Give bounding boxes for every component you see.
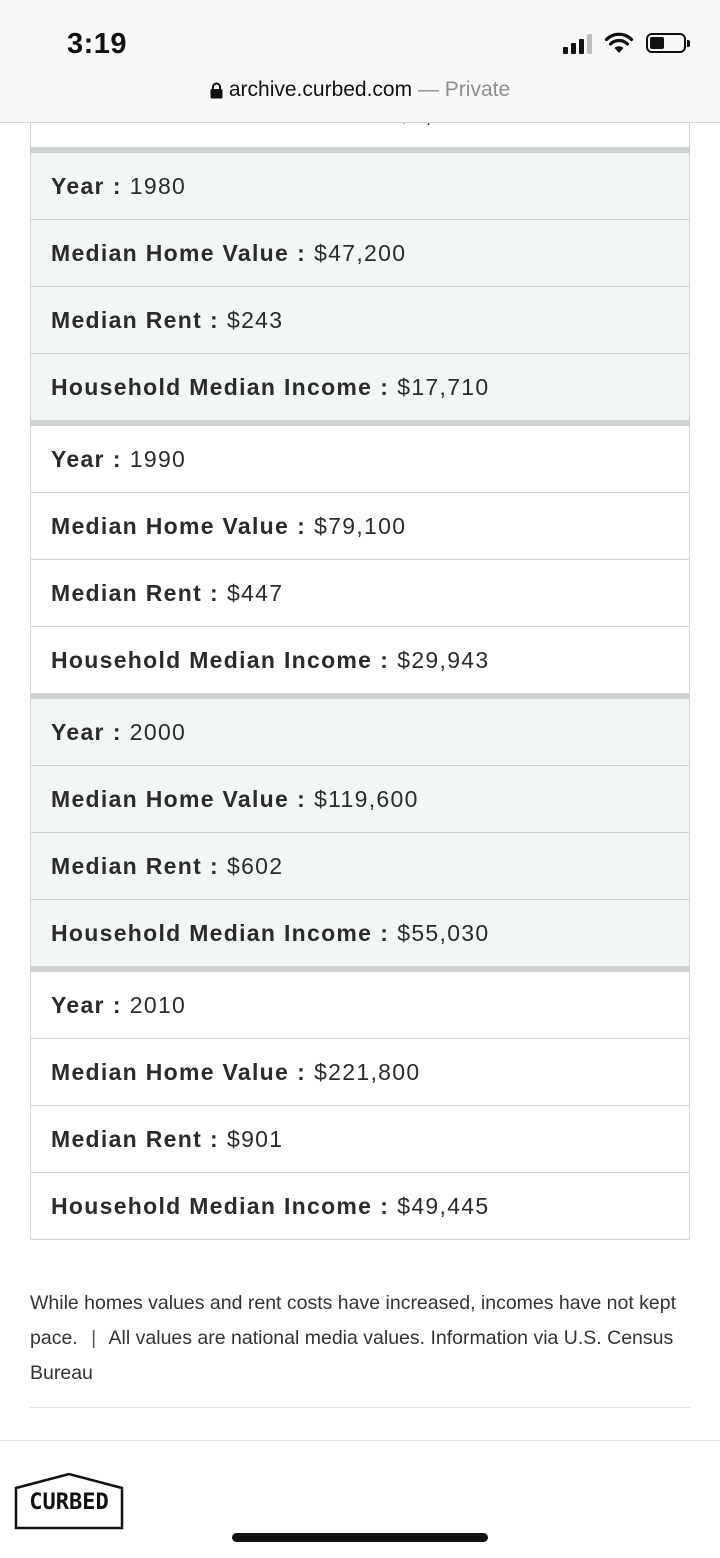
lock-icon [210,82,223,99]
row-label: Median Rent [51,306,203,333]
row-label: Median Home Value [51,785,290,812]
row-value: $29,943 [397,646,490,673]
row-colon: : [112,172,122,199]
table-row [30,1039,690,1106]
table-row [30,153,690,220]
row-value: 2000 [129,718,187,745]
row-value: $901 [227,1125,284,1152]
table-row [30,493,690,560]
battery-icon [646,33,686,53]
url-domain: archive.curbed.com [228,78,413,101]
row-label: Household Median Income [51,1192,373,1219]
row-value: $243 [227,306,284,333]
table-row [30,699,690,766]
table-group [30,148,690,421]
wifi-icon [604,32,634,54]
row-colon: : [210,852,219,879]
url-separator: — [412,78,445,101]
row-label: Household Median Income [51,373,373,400]
home-indicator[interactable] [232,1533,488,1542]
table-row [30,833,690,900]
row-colon: : [297,785,307,812]
row-label: Year [51,172,105,199]
table-row [30,287,690,354]
private-mode-label: Private [444,78,511,101]
table-row [30,766,690,833]
row-label: Year [51,445,105,472]
row-colon: : [210,306,219,333]
row-label: Year [51,991,105,1018]
status-icons [563,32,686,54]
table-row [30,426,690,493]
table-caption [30,1286,690,1391]
table-row [30,220,690,287]
row-value: $119,600 [314,785,419,812]
row-value: $221,800 [314,1058,421,1085]
logo-text: CURBED [29,1490,109,1515]
row-value: $49,445 [397,1192,490,1219]
row-colon: : [297,239,307,266]
table-row [30,972,690,1039]
table-row [30,900,690,967]
row-colon: : [297,1058,307,1085]
row-value: $17,710 [397,373,490,400]
table-row [30,1106,690,1173]
row-value: $79,100 [314,512,407,539]
row-colon: : [297,512,307,539]
row-value: $447 [227,579,284,606]
row-label: Household Median Income [51,646,373,673]
row-colon: : [112,445,122,472]
row-label: Median Rent [51,852,203,879]
row-colon: : [380,919,390,946]
browser-top-bar [0,0,720,123]
cellular-signal-icon [563,32,592,54]
table-row [30,627,690,694]
row-colon: : [380,373,390,400]
caption-credit: All values are national media values. Information via U.S. Census Bureau [30,1327,674,1384]
table-group [30,967,690,1240]
caption-text: While homes values and rent costs have increased, incomes have not kept pace. [30,1292,677,1349]
row-value: $602 [227,852,284,879]
table-row [30,354,690,421]
row-label: Median Rent [51,1125,203,1152]
curbed-logo[interactable] [14,1472,124,1535]
census-data-table [30,82,690,1240]
url-bar[interactable] [0,78,720,102]
status-time: 3:19 [67,28,128,60]
row-label: Household Median Income [51,919,373,946]
table-row [30,560,690,627]
row-label: Year [51,718,105,745]
row-colon: : [380,646,390,673]
footer-divider-line [0,1440,720,1441]
caption-divider: | [91,1327,97,1349]
row-label: Median Home Value [51,239,290,266]
row-colon: : [112,991,122,1018]
row-colon: : [112,718,122,745]
row-value: $47,200 [314,239,407,266]
table-group [30,421,690,694]
row-label: Median Rent [51,579,203,606]
caption-divider-line [30,1407,690,1408]
row-value: $55,030 [397,919,490,946]
row-value: 2010 [129,991,187,1018]
row-colon: : [210,579,219,606]
row-value: 1980 [129,172,187,199]
row-colon: : [380,1192,390,1219]
row-label: Median Home Value [51,1058,290,1085]
row-label: Median Home Value [51,512,290,539]
table-row [30,1173,690,1240]
row-colon: : [210,1125,219,1152]
row-value: 1990 [129,445,187,472]
table-group [30,694,690,967]
